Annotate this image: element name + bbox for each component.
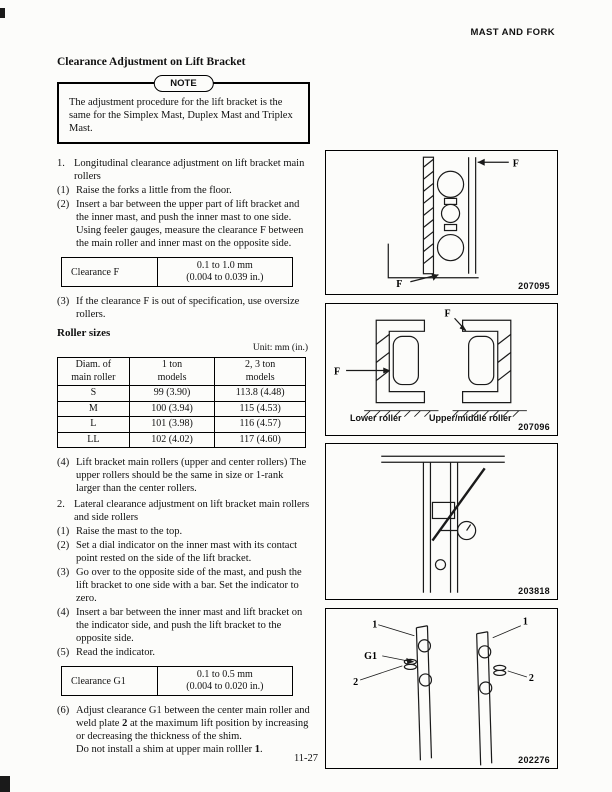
clearance-label-cell: Clearance G1	[62, 667, 158, 696]
list-item-2	[57, 498, 310, 524]
dimension-label-f-left: F	[334, 366, 341, 378]
step-text: Insert a bar between the inner mast and lift bracket on the indicator side, and push the lift bracket to the opposite side.	[76, 607, 303, 644]
note-label: NOTE	[153, 75, 213, 92]
step-2-6	[57, 704, 310, 756]
table-header-row	[58, 358, 306, 386]
column-header	[58, 358, 130, 386]
technical-drawing-rails	[326, 609, 557, 768]
step-number: (3)	[57, 567, 70, 578]
step-text: Raise the forks a little from the floor.	[76, 185, 232, 196]
cell: 102 (4.02)	[129, 432, 215, 448]
step-number: (4)	[57, 607, 70, 618]
step-text: Set a dial indicator on the inner mast with its contact point rested on the side of the lift bracket.	[76, 540, 298, 564]
clearance-value-in: (0.004 to 0.039 in.)	[186, 272, 264, 283]
step-2-2	[57, 539, 310, 565]
page-header: MAST AND FORK	[470, 27, 555, 38]
cell: 99 (3.90)	[129, 386, 215, 402]
table-row	[58, 386, 306, 402]
roller-sizes-heading: Roller sizes	[57, 327, 111, 339]
figure-lateral-clearance	[325, 608, 558, 769]
step-text: Insert a bar between the upper part of lift bracket and the inner mast, and push the inner mast to one side. Using feeler gauges, measure the clearance F between the main roller and inner mast on the opposite side.	[76, 199, 304, 249]
step-text: Raise the mast to the top.	[76, 526, 183, 537]
cell: S	[58, 386, 130, 402]
note-text-part: .	[260, 744, 263, 755]
part-label-2-right: 2	[528, 672, 534, 684]
arrowhead	[478, 159, 485, 166]
cell: 101 (3.98)	[129, 417, 215, 433]
figure-code: 207095	[518, 281, 550, 291]
clearance-f-table	[61, 257, 293, 287]
technical-drawing-rollers-section	[326, 151, 557, 294]
item-number: 1.	[57, 158, 65, 169]
cell: L	[58, 417, 130, 433]
header-line: Diam. of	[75, 359, 112, 370]
step-number: (2)	[57, 540, 70, 551]
clearance-value-cell	[157, 258, 292, 287]
step-1-3	[57, 295, 310, 321]
figure-main-roller-clearance	[325, 150, 558, 295]
page-number: 11-27	[293, 753, 319, 764]
step-text	[76, 704, 310, 756]
cell: 113.8 (4.48)	[215, 386, 306, 402]
dimension-label-f-right: F	[444, 308, 451, 320]
arrowhead	[406, 658, 414, 664]
cell: LL	[58, 432, 130, 448]
cell: 116 (4.57)	[215, 417, 306, 433]
part-label-1-left: 1	[372, 619, 378, 631]
note-text-part: Do not install a shim at upper main rolller	[76, 744, 255, 755]
roller-sizes-table	[57, 357, 306, 448]
step-number: (1)	[57, 185, 70, 196]
step-text: If the clearance F is out of specification, use oversize rollers.	[76, 296, 300, 320]
table-row	[62, 667, 293, 696]
step-text-part: Adjust clearance G1 between the center main roller and weld plate	[76, 705, 310, 729]
dimension-label-f-bottom: F	[396, 278, 403, 290]
column-header	[215, 358, 306, 386]
step-number: (2)	[57, 199, 70, 210]
clearance-value-mm: 0.1 to 0.5 mm	[196, 669, 253, 680]
technical-drawing-mast	[326, 444, 557, 599]
header-line: models	[157, 371, 187, 383]
step-number: (3)	[57, 296, 70, 307]
column-header	[129, 358, 215, 386]
header-line: 2, 3 ton	[245, 359, 276, 370]
figure-code: 202276	[518, 755, 550, 765]
step-text: Lift bracket main rollers (upper and center rollers) The upper rollers should be the same in size or 1-rank larger than the center rollers.	[76, 457, 307, 494]
page-title: Clearance Adjustment on Lift Bracket	[57, 56, 246, 68]
cell: 100 (3.94)	[129, 401, 215, 417]
step-1-2	[57, 198, 310, 250]
weld-plate-ref: 2	[122, 718, 128, 729]
step-1-1	[57, 184, 310, 197]
step-1-4	[57, 456, 310, 495]
scan-artifact	[0, 776, 10, 792]
cell: 115 (4.53)	[215, 401, 306, 417]
dimension-label-f-top: F	[512, 158, 519, 170]
header-line: main roller	[71, 371, 116, 383]
clearance-value-mm: 0.1 to 1.0 mm	[196, 260, 253, 271]
table-row	[58, 401, 306, 417]
step-2-5	[57, 646, 310, 659]
unit-note: Unit: mm (in.)	[252, 343, 308, 353]
figure-dial-indicator-setup	[325, 443, 558, 600]
step-2-1	[57, 525, 310, 538]
part-label-2-left: 2	[353, 676, 359, 688]
item-text: Longitudinal clearance adjustment on lift bracket main rollers	[74, 158, 305, 182]
clearance-label-g1: G1	[364, 650, 377, 662]
step-number: (6)	[57, 705, 70, 716]
clearance-label-cell: Clearance F	[62, 258, 158, 287]
clearance-value-cell	[157, 667, 292, 696]
table-row	[62, 258, 293, 287]
content-column	[57, 56, 310, 756]
step-number: (1)	[57, 526, 70, 537]
scan-artifact	[0, 8, 5, 18]
figure-roller-types	[325, 303, 558, 436]
step-2-3	[57, 566, 310, 605]
header-line: models	[245, 371, 275, 383]
item-text: Lateral clearance adjustment on lift bracket main rollers and side rollers	[74, 499, 310, 523]
figure-code: 203818	[518, 586, 550, 596]
caption-upper-middle-roller: Upper/middle roller	[429, 413, 512, 423]
clearance-g1-table	[61, 666, 293, 696]
step-number: (4)	[57, 457, 70, 468]
header-line: 1 ton	[161, 359, 183, 370]
step-text-part: at the maximum lift position by increasing or decreasing the thickness of the shim.	[76, 718, 309, 742]
step-text: Go over to the opposite side of the mast, and push the lift bracket to one side with a bar. Set the indicator to zero.	[76, 567, 302, 604]
note-text: The adjustment procedure for the lift bracket is the same for the Simplex Mast, Duplex Mast and Triplex Mast.	[69, 97, 293, 134]
clearance-value-in: (0.004 to 0.020 in.)	[186, 681, 264, 692]
part-label-1-right: 1	[522, 616, 528, 628]
item-number: 2.	[57, 499, 65, 510]
cell: 117 (4.60)	[215, 432, 306, 448]
cell: M	[58, 401, 130, 417]
figure-code: 207096	[518, 422, 550, 432]
step-number: (5)	[57, 647, 70, 658]
list-item-1	[57, 157, 310, 183]
step-2-4	[57, 606, 310, 645]
roller-ref: 1	[254, 744, 261, 755]
table-row	[58, 417, 306, 433]
table-row	[58, 432, 306, 448]
caption-lower-roller: Lower roller	[350, 413, 402, 423]
step-text: Read the indicator.	[76, 647, 156, 658]
note-box	[57, 78, 310, 144]
